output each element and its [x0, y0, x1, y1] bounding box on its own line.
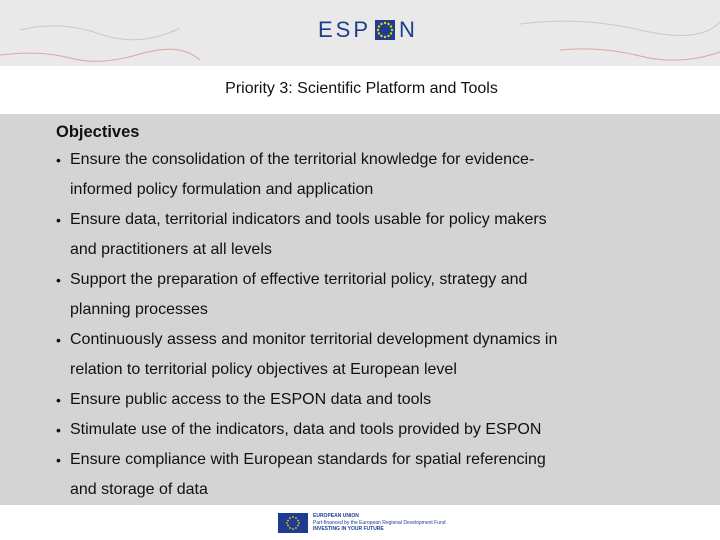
- bullet-line-2: and storage of data: [70, 481, 208, 498]
- slide-content: [56, 118, 696, 505]
- logo-text-right: N: [399, 17, 418, 42]
- list-item: [56, 265, 696, 325]
- bullet-line-1: Ensure data, territorial indicators and tools usable for policy makers: [70, 211, 547, 228]
- slide-title: Priority 3: Scientific Platform and Tools: [225, 80, 498, 97]
- footer: [0, 505, 720, 540]
- bullet-line-2: relation to territorial policy objectives at European level: [70, 361, 457, 378]
- list-item: [56, 325, 696, 385]
- objectives-heading: Objectives: [56, 123, 140, 141]
- bullet-line-2: planning processes: [70, 301, 208, 318]
- eu-line-1: EUROPEAN UNION: [313, 513, 359, 519]
- list-item: [56, 145, 696, 205]
- bullet-icon: •: [56, 392, 61, 408]
- title-band: [0, 66, 720, 114]
- list-item: [56, 205, 696, 265]
- list-item: [56, 415, 696, 445]
- eu-line-2: Part-financed by the European Regional Development Fund: [313, 519, 446, 526]
- bullet-icon: •: [56, 212, 61, 228]
- bullet-line-1: Ensure public access to the ESPON data and tools: [70, 391, 432, 408]
- eu-line-3: INVESTING IN YOUR FUTURE: [313, 526, 384, 532]
- list-item: [56, 445, 696, 505]
- espon-logo: [318, 15, 418, 45]
- header-banner: [0, 0, 720, 66]
- bullet-line-1: Stimulate use of the indicators, data and tools provided by ESPON: [70, 421, 542, 438]
- logo-text-left: ESP: [318, 17, 372, 42]
- bullet-line-1: Continuously assess and monitor territorial development dynamics in: [70, 331, 558, 348]
- bullet-line-2: informed policy formulation and application: [70, 181, 374, 198]
- bullet-icon: •: [56, 422, 61, 438]
- bullet-icon: •: [56, 452, 61, 468]
- eu-star-ring-icon: [373, 18, 397, 42]
- bullet-line-1: Ensure the consolidation of the territorial knowledge for evidence-: [70, 151, 535, 168]
- bullet-line-1: Support the preparation of effective territorial policy, strategy and: [70, 271, 528, 288]
- bullet-line-1: Ensure compliance with European standards for spatial referencing: [70, 451, 546, 468]
- bullet-icon: •: [56, 332, 61, 348]
- eu-flag-icon: [278, 513, 308, 533]
- objectives-list: [56, 145, 696, 505]
- eu-funding-text: [313, 513, 453, 533]
- bullet-icon: •: [56, 272, 61, 288]
- bullet-line-2: and practitioners at all levels: [70, 241, 272, 258]
- bullet-icon: •: [56, 152, 61, 168]
- list-item: [56, 385, 696, 415]
